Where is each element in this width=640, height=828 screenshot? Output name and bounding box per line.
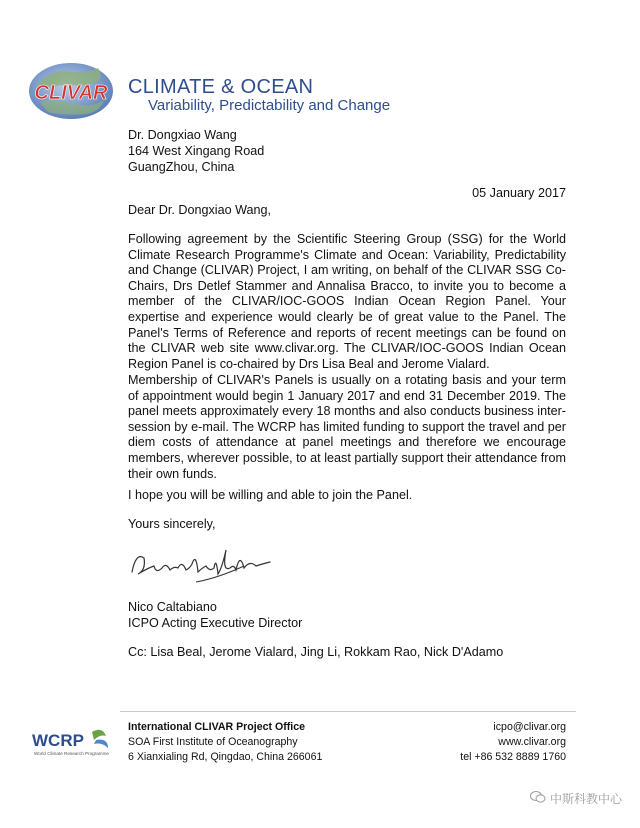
wcrp-tagline: World Climate Research Programme [34, 751, 109, 756]
body-paragraph-3: I hope you will be willing and able to join the Panel. [128, 488, 413, 502]
footer-contact [460, 720, 566, 765]
salutation: Dear Dr. Dongxiao Wang, [128, 203, 272, 217]
recipient-address [128, 127, 264, 175]
cc-line: Cc: Lisa Beal, Jerome Vialard, Jing Li, Rokkam Rao, Nick D'Adamo [128, 645, 504, 659]
footer-street: 6 Xianxialing Rd, Qingdao, China 266061 [128, 751, 323, 763]
footer-address [128, 720, 322, 765]
footer-divider [120, 711, 576, 712]
clivar-logo [26, 58, 116, 128]
footer-institute: SOA First Institute of Oceanography [128, 736, 298, 748]
watermark [530, 790, 622, 807]
watermark-text: 中斯科教中心 [549, 792, 622, 806]
body-paragraph-2: Membership of CLIVAR's Panels is usually on a rotating basis and your term of appointment would begin 1 January 2017 and end 31 December 2019. The panel meets approximately every 18 months and also conducts business inter-session by e-mail. The WCRP has limited funding to support the travel and per diem costs of attendance at panel meetings and therefore we encourage members, wherever possible, to at least partially support their attendance from their own funds. [128, 373, 566, 481]
brand-subtitle: Variability, Predictability and Change [148, 97, 391, 114]
clivar-logo-text: CLIVAR [34, 82, 108, 104]
signer-name: Nico Caltabiano [128, 600, 217, 614]
recipient-street: 164 West Xingang Road [128, 144, 265, 158]
wechat-icon [530, 790, 546, 807]
body-paragraph-1: Following agreement by the Scientific Steering Group (SSG) for the World Climate Research Programme's Climate and Ocean: Variability, Predictability and Change (CLIVAR) Project, I am writing, on behalf of the CLIVAR SSG Co-Chairs, Drs Detlef Stammer and Annalisa Bracco, to invite you to become a member of the CLIVAR/IOC-GOOS Indian Ocean Region Panel. Your expertise and experience would clearly be of great value to the Panel. The Panel's Terms of Reference and reports of recent meetings can be found on the CLIVAR web site www.clivar.org. The CLIVAR/IOC-GOOS Indian Ocean Region Panel is co-chaired by Drs Lisa Beal and Jerome Vialard. [128, 232, 566, 371]
footer-office: International CLIVAR Project Office [128, 721, 305, 733]
wcrp-logo-text: WCRP [32, 731, 84, 750]
signer-title: ICPO Acting Executive Director [128, 616, 303, 630]
footer-email[interactable]: icpo@clivar.org [493, 721, 566, 733]
signature-image [126, 538, 276, 590]
footer-phone: tel +86 532 8889 1760 [460, 751, 566, 763]
brand-title: CLIMATE & OCEAN [128, 76, 314, 98]
recipient-name: Dr. Dongxiao Wang [128, 128, 237, 142]
recipient-city: GuangZhou, China [128, 160, 235, 174]
wcrp-logo [30, 728, 116, 758]
signer-block [128, 599, 302, 631]
footer-website[interactable]: www.clivar.org [498, 736, 566, 748]
closing: Yours sincerely, [128, 517, 216, 531]
letter-date: 05 January 2017 [472, 186, 566, 200]
